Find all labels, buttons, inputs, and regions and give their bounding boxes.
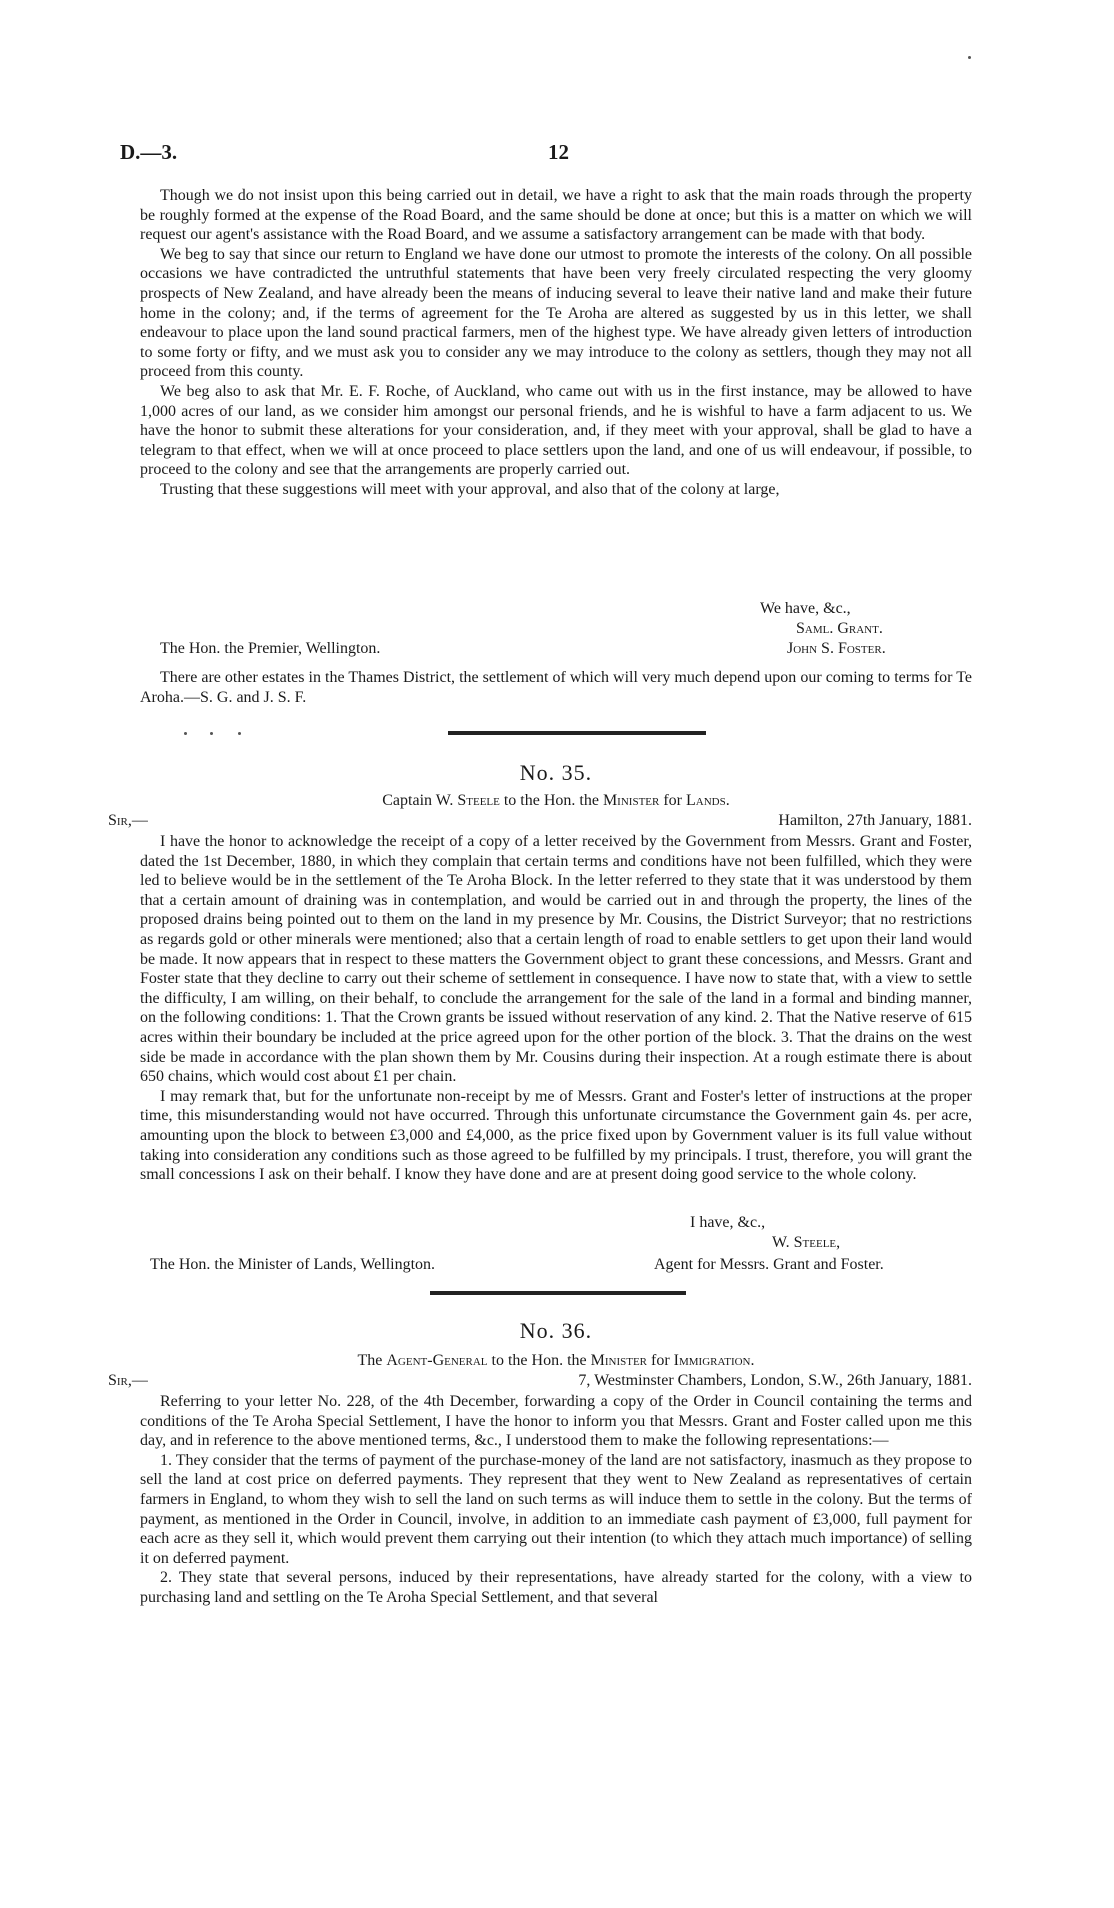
letter-35-heading: Captain W. Steele to the Hon. the Minister for Lands.	[382, 792, 730, 809]
paragraph: 2. They state that several persons, induced by their representations, have already started for the colony, with a view to purchasing land and settling on the Te Aroha Special Settlement, and that several	[140, 1569, 972, 1606]
letter-35-agent: Agent for Messrs. Grant and Foster.	[654, 1256, 884, 1273]
postscript: There are other estates in the Thames District, the settlement of which will very much depend upon our coming to terms for Te Aroha.—S. G. and J. S. F.	[140, 669, 972, 706]
document-reference: D.—3.	[120, 140, 178, 164]
signature-foster: John S. Foster.	[787, 640, 886, 657]
section-divider	[430, 1291, 686, 1295]
paragraph: Trusting that these suggestions will meet with your approval, and also that of the colony at large,	[160, 480, 780, 498]
page-number: 12	[548, 140, 569, 164]
letter-34-continuation	[140, 186, 972, 500]
closing: We have, &c.,	[760, 600, 851, 617]
scan-speck	[184, 732, 187, 735]
scan-speck	[968, 56, 971, 59]
addressee: The Hon. the Premier, Wellington.	[160, 640, 381, 657]
letter-35-number: No. 35.	[519, 760, 593, 785]
letter-35-signature: W. Steele,	[772, 1234, 841, 1251]
letter-35-closing: I have, &c.,	[690, 1214, 766, 1231]
scan-speck	[210, 732, 213, 735]
scan-speck	[238, 732, 241, 735]
letter-36-heading: The Agent-General to the Hon. the Minister for Immigration.	[357, 1352, 755, 1369]
paragraph: Referring to your letter No. 228, of the 4th December, forwarding a copy of the Order in Council containing the terms and conditions of the Te Aroha Special Settlement, I have the honor to inform you that Messrs. Grant and Foster called upon me this day, and in reference to the above mentioned terms, &c., I understood them to make the following representations:—	[140, 1393, 972, 1450]
letter-35-addressee: The Hon. the Minister of Lands, Wellington.	[150, 1256, 436, 1273]
paragraph: 1. They consider that the terms of payment of the purchase-money of the land are not satisfactory, inasmuch as they propose to sell the land at cost price on deferred payments. They represent that they went to New Zealand as representatives of certain farmers in England, to whom they wish to sell the land on such terms as will induce them to settle in the colony. But the terms of payment, as mentioned in the Order in Council, involve, in addition to an immediate cash payment of £3,000, full payment for each acre as they sell it, which would prevent them carrying out their intention (to which they attach much importance) of selling it on deferred payment.	[140, 1451, 972, 1567]
paragraph: We beg to say that since our return to England we have done our utmost to promote the interests of the colony. On all possible occasions we have contradicted the untruthful statements that have been very freely circulated respecting the very gloomy prospects of New Zealand, and have already been the means of inducing several to leave their native land and make their future home in the colony; and, if the terms of agreement for the Te Aroha are altered as suggested by us in this letter, we shall endeavour to place upon the land sound practical farmers, men of the highest type. We have already given letters of introduction to some forty or fifty, and we must ask you to consider any we may introduce to the colony as settlers, though they may not all proceed from this county.	[140, 245, 972, 381]
signature-grant: Saml. Grant.	[796, 620, 883, 637]
paragraph: I have the honor to acknowledge the receipt of a copy of a letter received by the Government from Messrs. Grant and Foster, dated the 1st December, 1880, in which they complain that certain terms and conditions have not been fulfilled, which they were led to believe would be in the settlement of the Te Aroha Block. In the letter referred to they state that it was understood by them that a certain amount of draining was in contemplation, and would be carried out in and through the property, the lines of the proposed drains being pointed out to them on the land in my presence by Mr. Cousins, the District Surveyor; that no restrictions as regards gold or other minerals were mentioned; also that a certain length of road to enable settlers to get upon their land would be made. It now appears that in respect to these matters the Government object to grant these concessions, and Messrs. Grant and Foster state that they decline to carry out their scheme of settlement in consequence. I have now to state that, with a view to settle the difficulty, I am willing, on their behalf, to conclude the arrangement for the sale of the land in a formal and binding manner, on the following conditions: 1. That the Crown grants be issued without reservation of any kind. 2. That the Native reserve of 615 acres within their boundary be included at the price agreed upon for the other portion of the block. 3. That the drains on the west side be made in accordance with the plan shown them by Mr. Cousins during their inspection. At a rough estimate there is about 650 chains, which would cost about £1 per chain.	[140, 833, 972, 1086]
letter-35-salutation: Sir,—	[108, 812, 148, 829]
letter-35-place-date: Hamilton, 27th January, 1881.	[778, 812, 972, 829]
paragraph: I may remark that, but for the unfortunate non-receipt by me of Messrs. Grant and Foster's letter of instructions at the proper time, this misunderstanding would not have occurred. Through this unfortunate circumstance the Government gain 4s. per acre, amounting upon the block to between £3,000 and £4,000, as the price fixed upon by Government valuer is its full value without taking into consideration any conditions such as those agreed to be fulfilled by my principals. I trust, therefore, you will grant the small concessions I ask on their behalf. I know they have done and are at present doing good service to the whole colony.	[140, 1087, 972, 1184]
letter-36-place-date: 7, Westminster Chambers, London, S.W., 26th January, 1881.	[578, 1372, 972, 1389]
paragraph: Though we do not insist upon this being carried out in detail, we have a right to ask that the main roads through the property be roughly formed at the expense of the Road Board, and the same should be done at once; but this is a matter on which we will request our agent's assistance with the Road Board, and we assume a satisfactory arrangement can be made with that body.	[140, 187, 972, 244]
letter-36-number: No. 36.	[519, 1318, 593, 1343]
letter-36-salutation: Sir,—	[108, 1372, 148, 1389]
letter-35-body	[140, 832, 972, 1185]
letter-36-body	[140, 1392, 972, 1608]
section-divider	[448, 731, 706, 735]
paragraph: We beg also to ask that Mr. E. F. Roche, of Auckland, who came out with us in the first instance, may be allowed to have 1,000 acres of our land, as we consider him amongst our personal friends, and he is wishful to have a farm adjacent to us. We have the honor to submit these alterations for your consideration, and, if they meet with your approval, shall be glad to have a telegram to that effect, when we will at once proceed to place settlers upon the land, and one of us will endeavour, if possible, to proceed to the colony and see that the arrangements are properly carried out.	[140, 382, 972, 479]
